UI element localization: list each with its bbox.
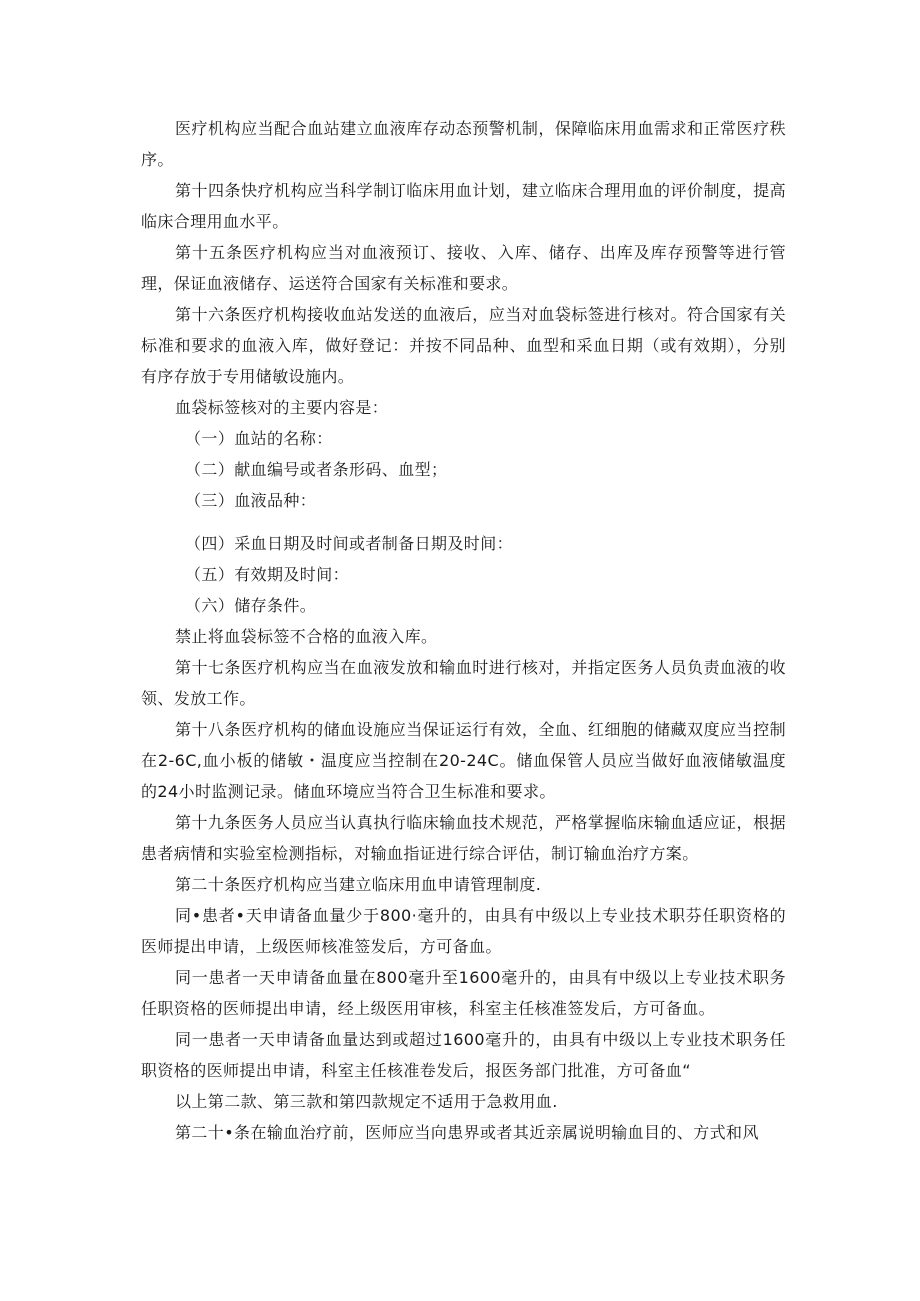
paragraph-over-1600ml: 同一患者一天申请备血量达到或超过1600毫升的，由具有中级以上专业技术职务任职资格的医师提出申请，科室主任核准卷发后，报医务部门批准，方可备血“ xyxy=(141,1030,786,1080)
paragraph-blood-inventory-warning: 医疗机构应当配合血站建立血液库存动态预警机制，保障临床用血需求和正常医疗秩序。 xyxy=(141,119,786,169)
paragraph-article-19: 第十九条医务人员应当认真执行临床输血技术规范，严格掌握临床输血适应证，根据患者病情和实验室检测指标，对输血指证进行综合评估，制订输血治疗方案。 xyxy=(141,813,786,863)
paragraph-label-check-intro: 血袋标签核对的主要内容是： xyxy=(175,398,389,417)
paragraph-under-800ml: 同•患者•天申请备血量少于800·毫升的，由具有中级以上专业技术职芬任职资格的医师提出申请，上级医师核准签发后，方可备血。 xyxy=(141,906,786,956)
paragraph-emergency-exemption: 以上第二款、第三款和第四款规定不适用于急救用血. xyxy=(175,1092,558,1111)
list-item-expiry: （五）有效期及时间： xyxy=(185,565,350,584)
list-item-collection-date: （四）采血日期及时间或者制备日期及时间： xyxy=(185,534,514,553)
paragraph-800-to-1600ml: 同一患者一天申请备血量在800毫升至1600毫升的，由具有中级以上专业技术职务任职资格的医师提出申请，经上级医用审核，科室主任核准签发后，方可备血。 xyxy=(141,968,786,1018)
paragraph-article-15: 第十五条医疗机构应当对血液预订、接收、入库、储存、出库及库存预警等进行管理，保证血液储存、运送符合国家有关标准和要求。 xyxy=(141,243,786,293)
list-item-blood-type: （三）血液品种： xyxy=(185,491,317,510)
list-item-storage-conditions: （六）储存条件。 xyxy=(185,596,317,615)
paragraph-article-17: 第十七条医疗机构应当在血液发放和输血时进行核对，并指定医务人员负责血液的收领、发放工作。 xyxy=(141,658,786,708)
paragraph-article-18: 第十八条医疗机构的储血设施应当保证运行有效，全血、红细胞的储藏双度应当控制在2-6C,血小板的储敏・温度应当控制在20-24C。储血保管人员应当做好血液储敏温度的24小时监测记录。储血环境应当符合卫生标准和要求。 xyxy=(141,720,786,801)
list-item-donation-number: （二）献血编号或者条形码、血型； xyxy=(185,460,448,479)
paragraph-article-14: 第十四条快疗机构应当科学制订临床用血计划，建立临床合理用血的评价制度，提高临床合理用血水平。 xyxy=(141,181,786,231)
list-item-blood-station-name: （一）血站的名称： xyxy=(185,429,333,448)
paragraph-article-20: 第二十条医疗机构应当建立临床用血申请管理制度. xyxy=(175,875,542,894)
paragraph-article-16: 第十六条医疗机构接收血站发送的血液后，应当对血袋标签进行核对。符合国家有关标准和要求的血液入库，做好登记：并按不同品种、血型和采血日期（或有效期），分别有序存放于专用储敏设施内。 xyxy=(141,305,786,386)
paragraph-prohibit-unqualified: 禁止将血袋标签不合格的血液入库。 xyxy=(175,627,438,646)
document-body xyxy=(141,113,786,1148)
paragraph-article-21: 第二十•条在输血治疗前，医师应当向患界或者其近亲属说明输血目的、方式和风 xyxy=(175,1123,759,1142)
